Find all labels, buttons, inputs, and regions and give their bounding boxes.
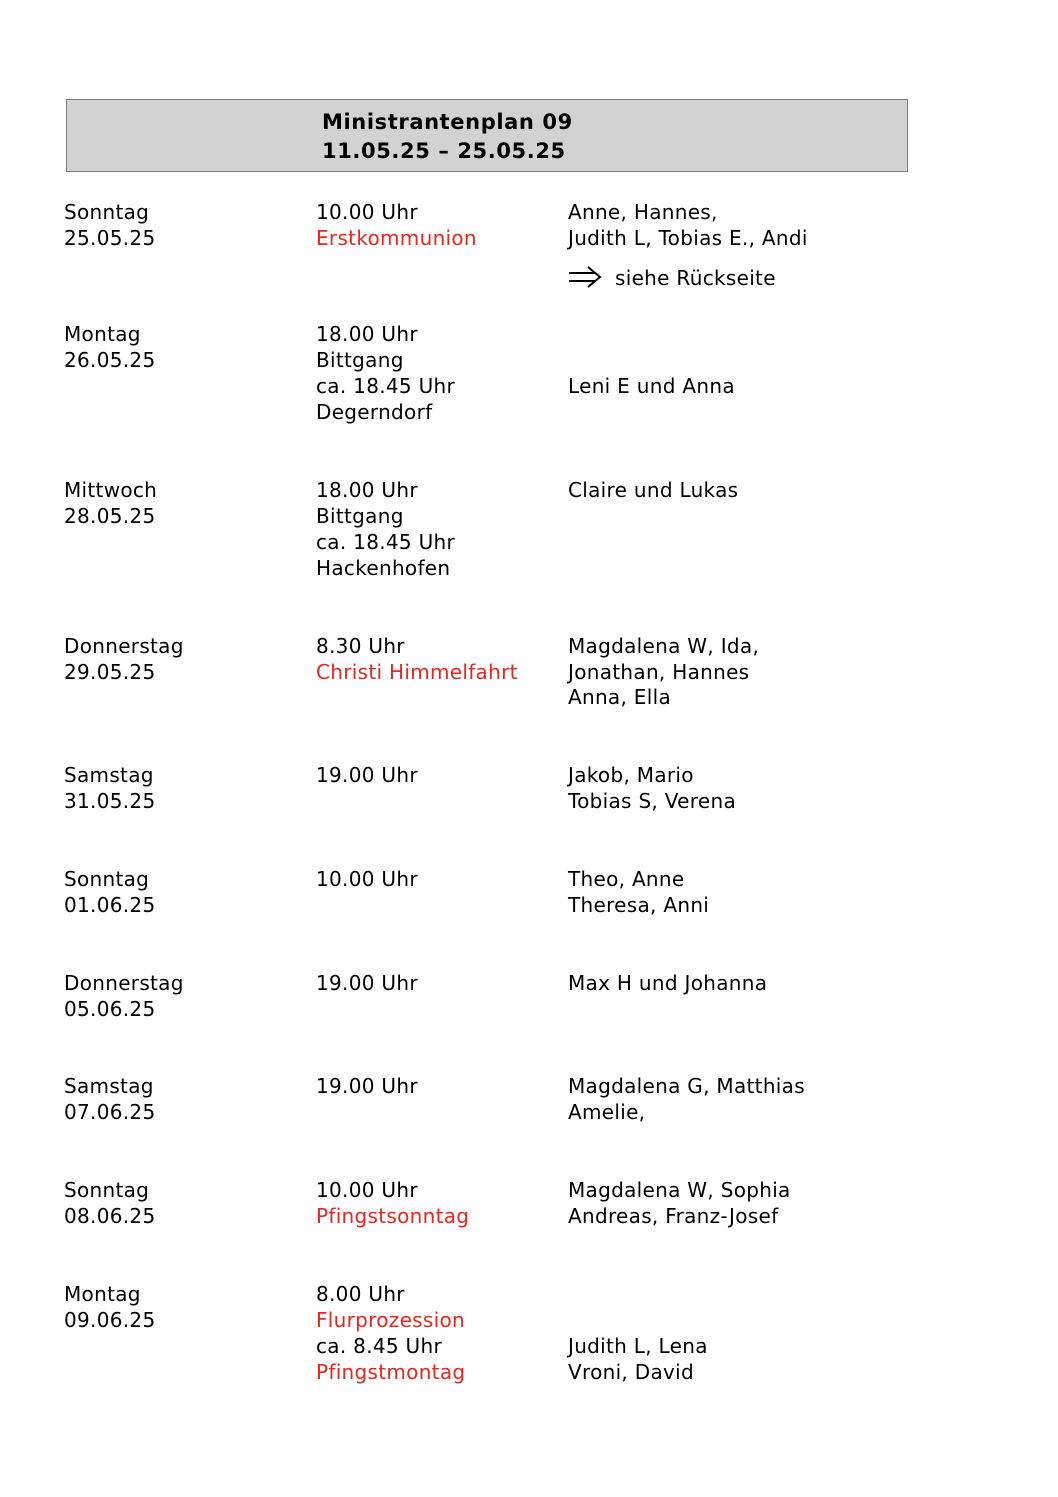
entry-service-line: 10.00 Uhr xyxy=(316,1178,418,1202)
entry-day: Donnerstag xyxy=(64,634,184,658)
entry-service-line: Bittgang xyxy=(316,348,404,372)
entry-date: 09.06.25 xyxy=(64,1308,156,1332)
entry-service-line: Flurprozession xyxy=(316,1308,465,1332)
entry-service-line: 10.00 Uhr xyxy=(316,867,418,891)
header-text xyxy=(322,108,573,166)
entry-date: 07.06.25 xyxy=(64,1100,156,1124)
entry-service-line: Degerndorf xyxy=(316,400,433,424)
entry-day: Montag xyxy=(64,322,141,346)
backside-note: siehe Rückseite xyxy=(615,266,776,290)
entry-service-line: ca. 18.45 Uhr xyxy=(316,530,456,554)
entry-server-line: Magdalena W, Ida, xyxy=(568,634,760,658)
entry-day: Montag xyxy=(64,1282,141,1306)
entry-date: 05.06.25 xyxy=(64,997,156,1021)
entry-service-line: 18.00 Uhr xyxy=(316,322,418,346)
entry-service-line: 19.00 Uhr xyxy=(316,1074,418,1098)
entry-server-line: Judith L, Lena xyxy=(568,1334,708,1358)
entry-server-line: Anne, Hannes, xyxy=(568,200,718,224)
entry-day: Sonntag xyxy=(64,1178,150,1202)
entry-day: Mittwoch xyxy=(64,478,158,502)
entry-day: Samstag xyxy=(64,1074,154,1098)
entry-server-line: Jakob, Mario xyxy=(568,763,694,787)
entry-service-line: ca. 8.45 Uhr xyxy=(316,1334,442,1358)
entry-server-line: Andreas, Franz-Josef xyxy=(568,1204,779,1228)
entry-service-line: 8.00 Uhr xyxy=(316,1282,405,1306)
entry-date: 01.06.25 xyxy=(64,893,156,917)
entry-server-line: Amelie, xyxy=(568,1100,646,1124)
entry-server-line: Max H und Johanna xyxy=(568,971,768,995)
entry-service-line: 10.00 Uhr xyxy=(316,200,418,224)
double-arrow-icon xyxy=(568,266,602,288)
entry-service-line: 18.00 Uhr xyxy=(316,478,418,502)
entry-service-line: 8.30 Uhr xyxy=(316,634,405,658)
plan-date-range: 11.05.25 – 25.05.25 xyxy=(322,139,566,163)
entry-server-line: Tobias S, Verena xyxy=(568,789,737,813)
entry-server-line: Leni E und Anna xyxy=(568,374,735,398)
entry-date: 29.05.25 xyxy=(64,660,156,684)
entry-server-line: Theresa, Anni xyxy=(568,893,710,917)
entry-service-line: Pfingstsonntag xyxy=(316,1204,470,1228)
entry-date: 08.06.25 xyxy=(64,1204,156,1228)
entry-day: Sonntag xyxy=(64,867,150,891)
entry-server-line: Magdalena W, Sophia xyxy=(568,1178,791,1202)
entry-server-line: Magdalena G, Matthias xyxy=(568,1074,805,1098)
entry-date: 26.05.25 xyxy=(64,348,156,372)
entry-service-line: Pfingstmontag xyxy=(316,1360,466,1384)
entry-service-line: Erstkommunion xyxy=(316,226,477,250)
entry-day: Donnerstag xyxy=(64,971,184,995)
entry-server-line: Vroni, David xyxy=(568,1360,694,1384)
entry-server-line: Anna, Ella xyxy=(568,685,672,709)
entry-service-line: Hackenhofen xyxy=(316,556,451,580)
entry-service-line: 19.00 Uhr xyxy=(316,763,418,787)
entry-service-line: 19.00 Uhr xyxy=(316,971,418,995)
entry-service-line: ca. 18.45 Uhr xyxy=(316,374,456,398)
entry-service-line: Bittgang xyxy=(316,504,404,528)
entry-day: Samstag xyxy=(64,763,154,787)
plan-header xyxy=(66,99,908,172)
entry-service-line: Christi Himmelfahrt xyxy=(316,660,518,684)
entry-date: 31.05.25 xyxy=(64,789,156,813)
entry-server-line: Theo, Anne xyxy=(568,867,685,891)
entry-server-line: Claire und Lukas xyxy=(568,478,739,502)
entry-day: Sonntag xyxy=(64,200,150,224)
plan-title: Ministrantenplan 09 xyxy=(322,110,573,134)
entry-server-line: Jonathan, Hannes xyxy=(568,660,750,684)
entry-date: 25.05.25 xyxy=(64,226,156,250)
entry-server-line: Judith L, Tobias E., Andi xyxy=(568,226,808,250)
entry-date: 28.05.25 xyxy=(64,504,156,528)
